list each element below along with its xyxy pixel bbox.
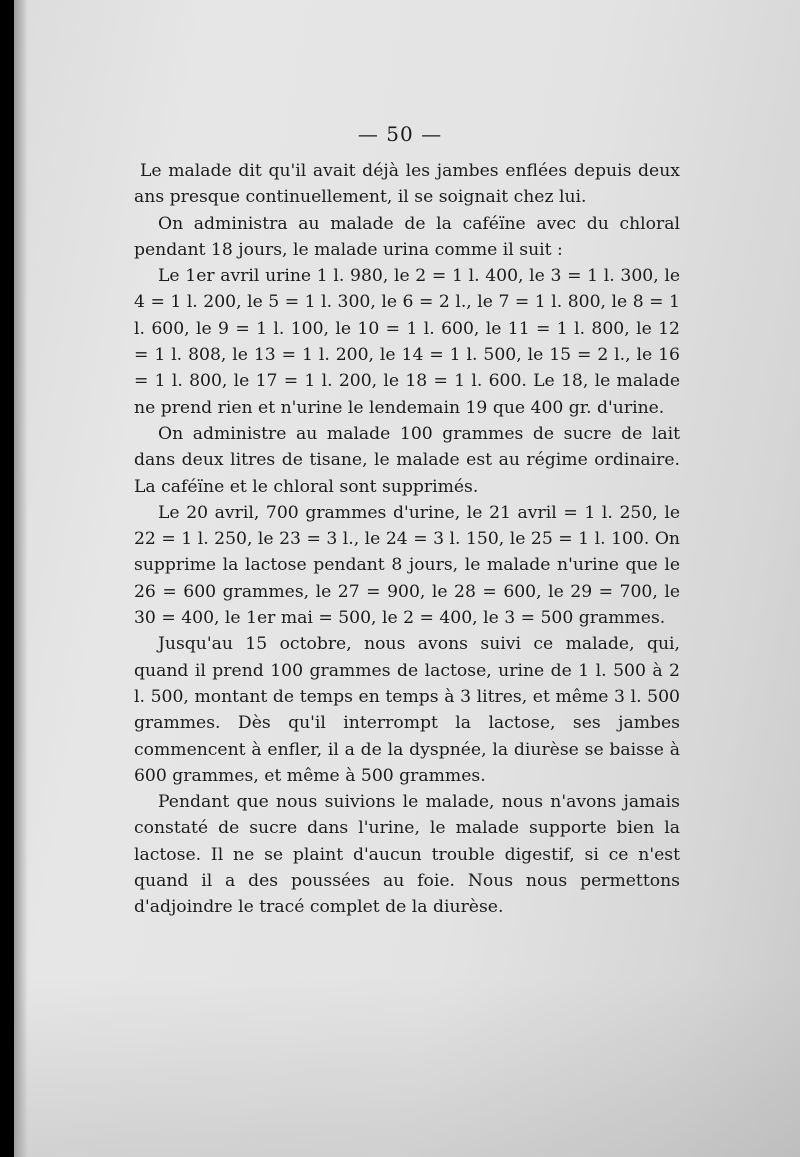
paragraph-2: On administra au malade de la caféïne avec du chloral pendant 18 jours, le malade urina comme il suit : — [134, 213, 680, 260]
paragraph-7: Pendant que nous suivions le malade, nous n'avons jamais constaté de sucre dans l'urine, le malade supporte bien la lactose. Il ne se plaint d'aucun trouble digestif, si ce n'est quand il a des poussées au foie. Nous nous permettons d'adjoindre le tracé complet de la diurèse. — [134, 792, 680, 918]
paragraph-3: Le 1er avril urine 1 l. 980, le 2 = 1 l. 400, le 3 = 1 l. 300, le 4 = 1 l. 200, le 5 = 1 l. 300, le 6 = 2 l., le 7 = 1 l. 800, le 8 = 1 l. 600, le 9 = 1 l. 100, le 10 = 1 l. 600, le 11 = 1 l. 800, le 12 = 1 l. 808, le 13 = 1 l. 200, le 14 = 1 l. 500, le 15 = 2 l., le 16 = 1 l. 800, le 17 = 1 l. 200, le 18 = 1 l. 600. Le 18, le malade ne prend rien et n'urine le lendemain 19 que 400 gr. d'urine. — [134, 266, 680, 418]
body-text — [134, 158, 680, 921]
paragraph-1: Le malade dit qu'il avait déjà les jambes enflées depuis deux ans presque continuellement, il se soignait chez lui. — [134, 161, 680, 208]
page-number: — 50 — — [357, 122, 443, 146]
paragraph-4: On administre au malade 100 grammes de sucre de lait dans deux litres de tisane, le malade est au régime ordinaire. La caféïne et le chloral sont supprimés. — [134, 423, 680, 497]
paragraph-6: Jusqu'au 15 octobre, nous avons suivi ce malade, qui, quand il prend 100 grammes de lactose, urine de 1 l. 500 à 2 l. 500, montant de temps en temps à 3 litres, et même 3 l. 500 grammes. Dès qu'il interrompt la lactose, ses jambes commencent à enfler, il a de la dyspnée, la diurèse se baisse à 600 grammes, et même à 500 grammes. — [134, 634, 680, 786]
page-bottom-shade — [14, 977, 800, 1157]
paragraph-5: Le 20 avril, 700 grammes d'urine, le 21 avril = 1 l. 250, le 22 = 1 l. 250, le 23 = 3 l., le 24 = 3 l. 150, le 25 = 1 l. 100. On supprime la lactose pendant 8 jours, le malade n'urine que le 26 = 600 grammes, le 27 = 900, le 28 = 600, le 29 = 700, le 30 = 400, le 1er mai = 500, le 2 = 400, le 3 = 500 grammes. — [134, 502, 680, 629]
